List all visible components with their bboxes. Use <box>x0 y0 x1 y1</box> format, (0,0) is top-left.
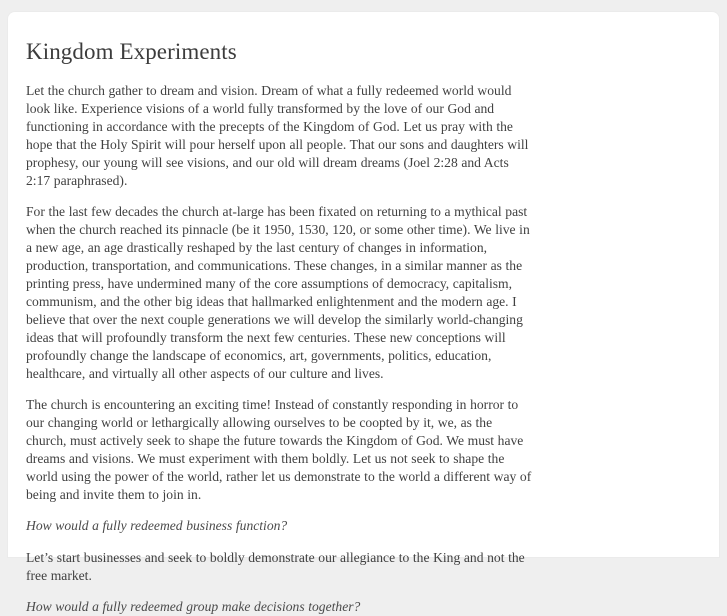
paragraph: Let’s start businesses and seek to boldly demonstrate our allegiance to the King and not the free market. <box>26 549 525 583</box>
article-inner <box>8 12 719 616</box>
paragraph: The church is encountering an exciting time! Instead of constantly responding in horror to our changing world or lethargically allowing ourselves to be coopted by it, we, as the church, must actively seek to shape the future towards the Kingdom of God. We must have dreams and visions. We must experiment with them boldly. Let us not seek to shape the world using the power of the world, rather let us demonstrate to the world a different way of being and invite them to join in. <box>26 396 532 502</box>
question-heading: How would a fully redeemed group make decisions together? <box>26 598 361 614</box>
article-body <box>26 82 536 616</box>
article-card <box>8 12 719 614</box>
paragraph: Let the church gather to dream and vision. Dream of what a fully redeemed world would look like. Experience visions of a world fully transformed by the love of our God and functioning in accordance with the precepts of the Kingdom of God. Let us pray with the hope that the Holy Spirit will pour herself upon all people. That our sons and daughters will prophesy, our young will see visions, and our old will dream dreams (Joel 2:28 and Acts 2:17 paraphrased). <box>26 82 529 188</box>
page-title: Kingdom Experiments <box>26 39 237 64</box>
question-heading: How would a fully redeemed business function? <box>26 517 288 533</box>
paragraph: For the last few decades the church at-large has been fixated on returning to a mythical past when the church reached its pinnacle (be it 1950, 1530, 120, or some other time). We live in a new age, an age drastically reshaped by the last century of changes in information, production, transportation, and communications. These changes, in a similar manner as the printing press, have undermined many of the core assumptions of democracy, capitalism, communism, and the other big ideas that hallmarked enlightenment and the modern age. I believe that over the next couple generations we will develop the similarly world-changing ideas that will profoundly transform the next few centuries. These new conceptions will profoundly change the landscape of economics, art, governments, politics, education, healthcare, and virtually all other aspects of our culture and lives. <box>26 203 530 381</box>
